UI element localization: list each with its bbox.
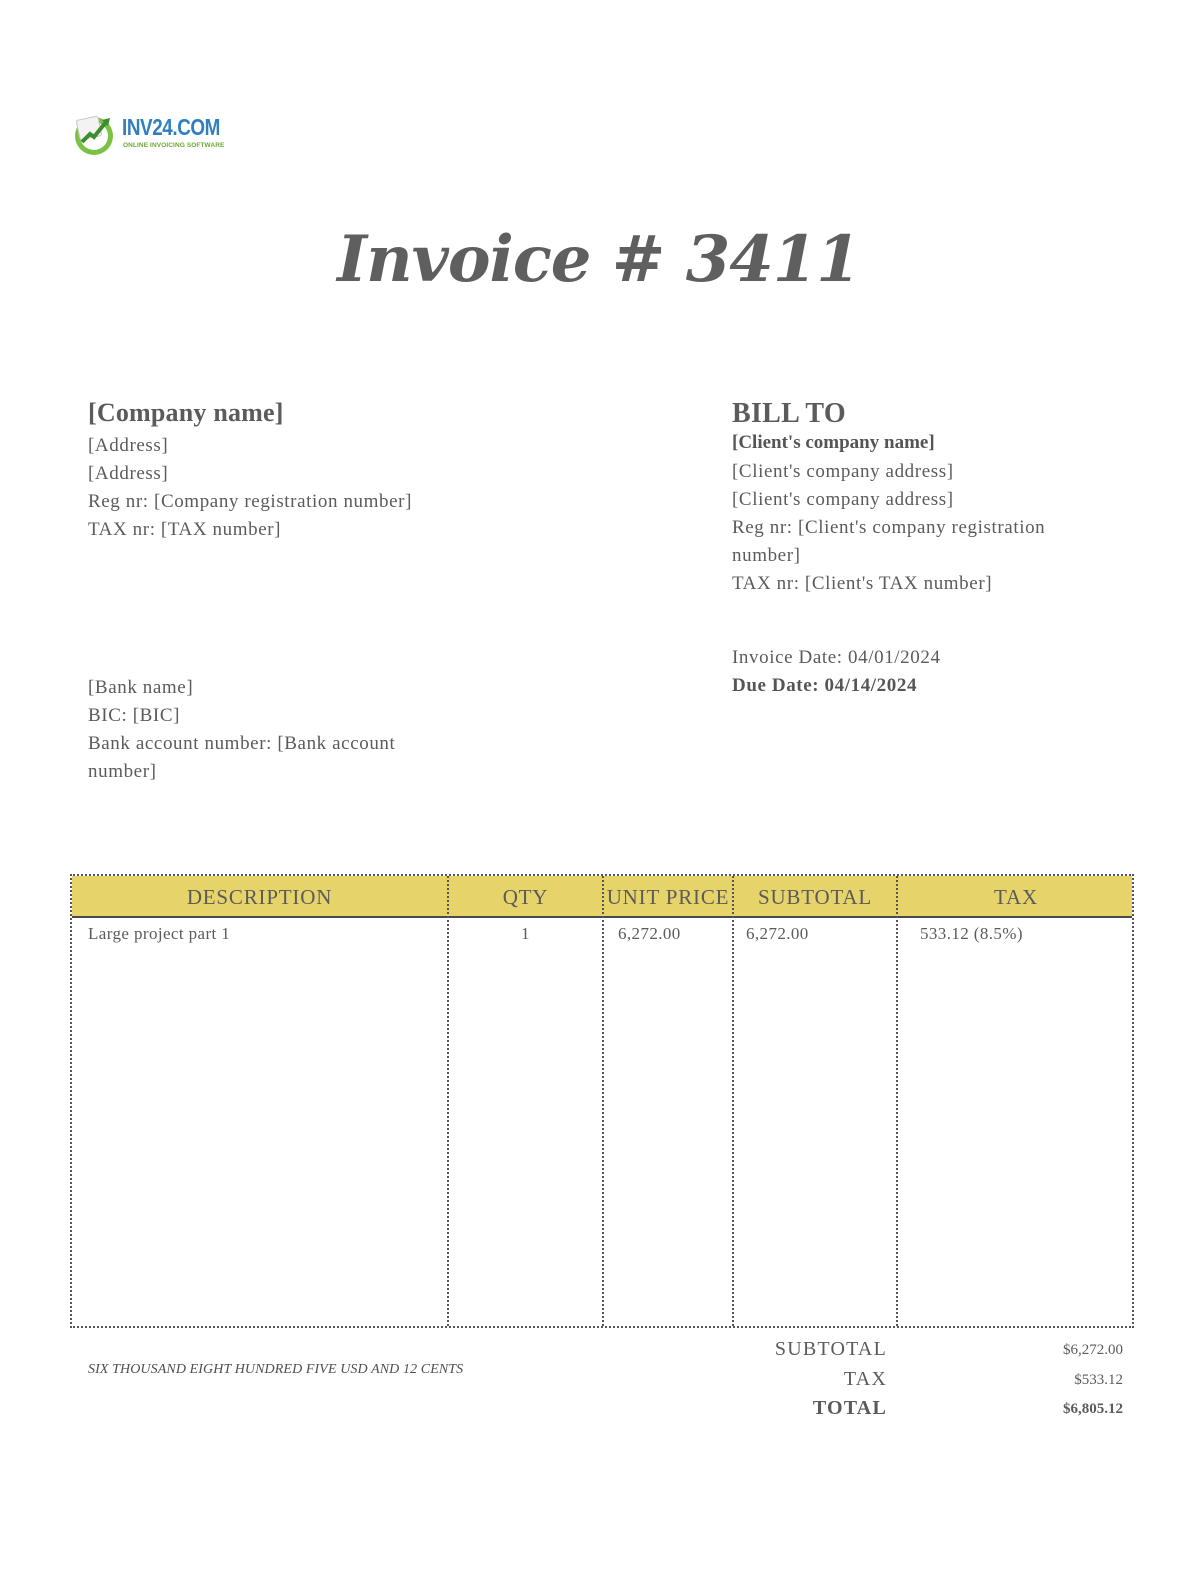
cell-unit-price: 6,272.00: [618, 924, 681, 943]
client-address-1: [Client's company address]: [732, 461, 954, 482]
client-reg-number-cont: number]: [732, 545, 801, 566]
sender-reg-number: Reg nr: [Company registration number]: [88, 491, 413, 512]
client-tax-number: TAX nr: [Client's TAX number]: [732, 573, 993, 594]
logo-icon: [72, 112, 116, 156]
logo-tagline: ONLINE INVOICING SOFTWARE: [123, 142, 225, 149]
column-divider: [896, 876, 898, 1326]
line-items-table: [70, 874, 1134, 1328]
bill-to-block: [732, 398, 1072, 598]
client-company-name: [Client's company name]: [732, 432, 935, 453]
column-divider: [602, 876, 604, 1326]
tax-label: TAX: [843, 1368, 887, 1390]
sender-address-1: [Address]: [88, 435, 169, 456]
column-header-subtotal: SUBTOTAL: [757, 885, 872, 909]
bank-bic: BIC: [BIC]: [88, 705, 181, 726]
column-header-description: DESCRIPTION: [186, 885, 333, 909]
bank-name: [Bank name]: [88, 677, 194, 698]
sender-block: [88, 398, 412, 544]
total-value: $6,805.12: [1063, 1401, 1123, 1417]
subtotal-value: $6,272.00: [1063, 1342, 1123, 1358]
sender-address-2: [Address]: [88, 463, 169, 484]
bank-account-number: Bank account number: [Bank account: [88, 733, 396, 754]
column-header-qty: QTY: [502, 885, 549, 909]
tax-value: $533.12: [1074, 1372, 1123, 1388]
client-address-2: [Client's company address]: [732, 489, 954, 510]
cell-qty: 1: [521, 924, 530, 943]
bill-to-heading: BILL TO: [732, 398, 846, 429]
cell-tax: 533.12 (8.5%): [920, 924, 1023, 943]
cell-description: Large project part 1: [88, 924, 231, 943]
invoice-date: Invoice Date: 04/01/2024: [732, 647, 941, 668]
sender-tax-number: TAX nr: [TAX number]: [88, 519, 282, 540]
cell-subtotal: 6,272.00: [746, 924, 809, 943]
amount-in-words: SIX THOUSAND EIGHT HUNDRED FIVE USD AND 12 CENTS: [88, 1362, 464, 1377]
client-reg-number: Reg nr: [Client's company registration: [732, 517, 1046, 538]
total-label: TOTAL: [812, 1397, 887, 1419]
dates-block: [732, 644, 941, 700]
logo-text: INV24.COM: [122, 114, 220, 140]
logo: [72, 108, 225, 156]
invoice-title: Invoice # 3411: [337, 222, 860, 297]
column-divider: [732, 876, 734, 1326]
bank-account-number-cont: number]: [88, 761, 157, 782]
sender-company-name: [Company name]: [88, 398, 284, 427]
due-date: Due Date: 04/14/2024: [732, 675, 918, 696]
subtotal-label: SUBTOTAL: [774, 1338, 887, 1360]
bank-block: [88, 674, 428, 786]
column-header-tax: TAX: [994, 885, 1038, 909]
column-header-unit-price: UNIT PRICE: [606, 885, 730, 909]
